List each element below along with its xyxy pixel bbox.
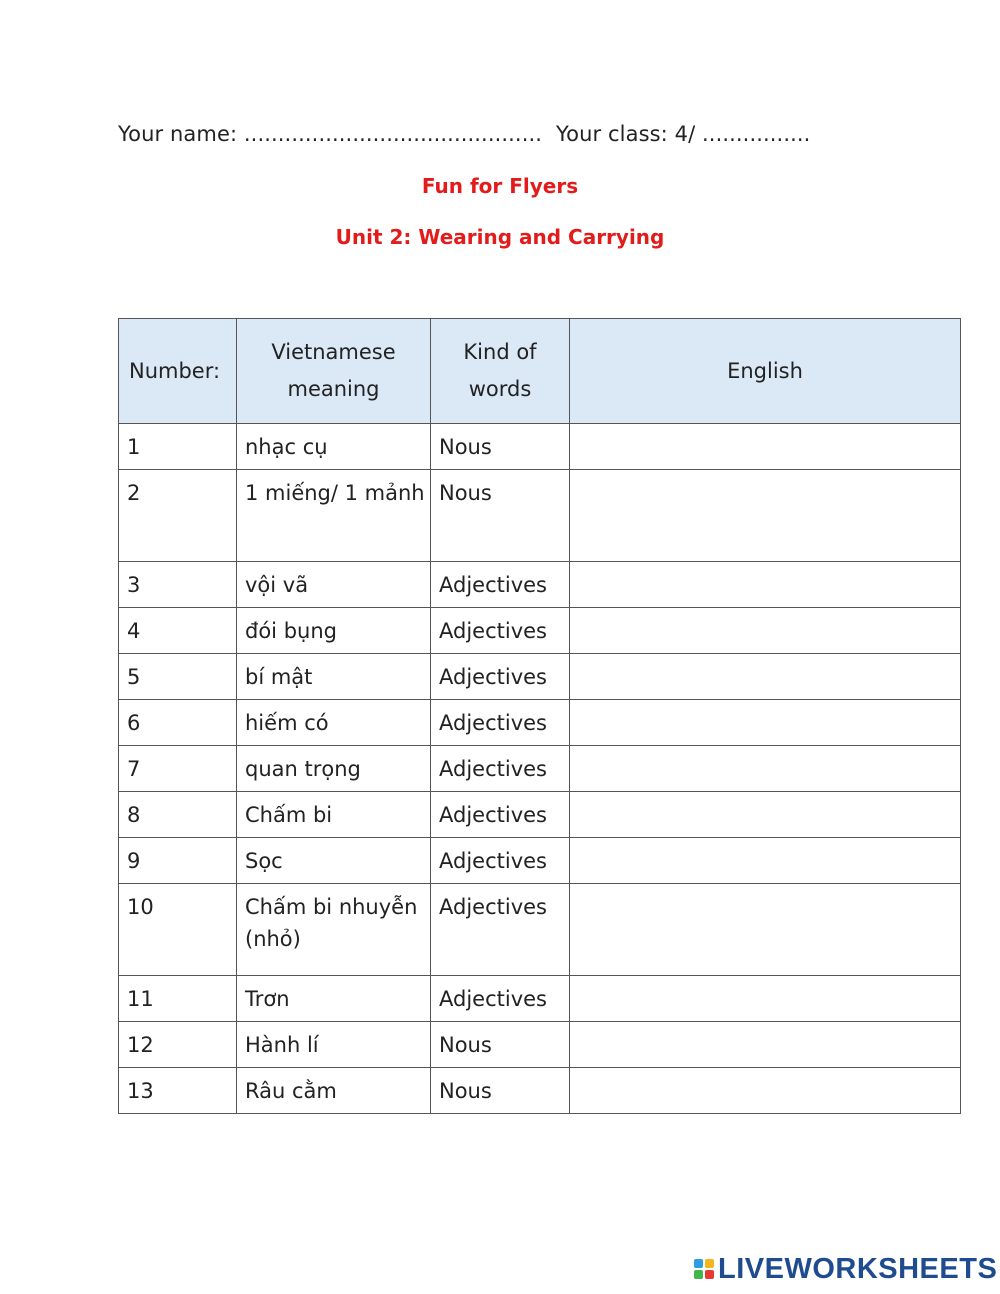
row-number: 10 bbox=[119, 884, 237, 976]
row-number: 5 bbox=[119, 654, 237, 700]
english-answer-cell[interactable] bbox=[570, 838, 961, 884]
row-number: 8 bbox=[119, 792, 237, 838]
row-number: 6 bbox=[119, 700, 237, 746]
table-row bbox=[119, 608, 961, 654]
student-info-line bbox=[118, 122, 810, 146]
row-number: 12 bbox=[119, 1022, 237, 1068]
table-row bbox=[119, 424, 961, 470]
english-answer-cell[interactable] bbox=[570, 424, 961, 470]
row-number: 11 bbox=[119, 976, 237, 1022]
vocabulary-table bbox=[118, 318, 961, 1114]
row-meaning: Râu cằm bbox=[237, 1068, 431, 1114]
row-kind: Nous bbox=[431, 424, 570, 470]
english-answer-cell[interactable] bbox=[570, 1022, 961, 1068]
row-kind: Adjectives bbox=[431, 746, 570, 792]
row-kind: Adjectives bbox=[431, 792, 570, 838]
table-row bbox=[119, 700, 961, 746]
english-answer-cell[interactable] bbox=[570, 470, 961, 562]
english-answer-cell[interactable] bbox=[570, 746, 961, 792]
english-answer-cell[interactable] bbox=[570, 976, 961, 1022]
row-number: 13 bbox=[119, 1068, 237, 1114]
logo-text: LIVEWORKSHEETS bbox=[718, 1252, 998, 1285]
row-meaning: vội vã bbox=[237, 562, 431, 608]
row-kind: Adjectives bbox=[431, 838, 570, 884]
table-row bbox=[119, 654, 961, 700]
liveworksheets-logo-icon bbox=[694, 1259, 714, 1279]
row-meaning: hiếm có bbox=[237, 700, 431, 746]
liveworksheets-logo[interactable] bbox=[694, 1254, 997, 1284]
row-meaning: Trơn bbox=[237, 976, 431, 1022]
row-kind: Nous bbox=[431, 1068, 570, 1114]
english-answer-cell[interactable] bbox=[570, 608, 961, 654]
row-kind: Adjectives bbox=[431, 976, 570, 1022]
english-answer-cell[interactable] bbox=[570, 700, 961, 746]
row-number: 1 bbox=[119, 424, 237, 470]
row-meaning: quan trọng bbox=[237, 746, 431, 792]
row-kind: Adjectives bbox=[431, 562, 570, 608]
table-row bbox=[119, 470, 961, 562]
row-number: 2 bbox=[119, 470, 237, 562]
row-meaning: Hành lí bbox=[237, 1022, 431, 1068]
row-kind: Adjectives bbox=[431, 608, 570, 654]
row-number: 7 bbox=[119, 746, 237, 792]
your-name-field[interactable]: Your name: ............................................ bbox=[118, 122, 543, 146]
row-number: 9 bbox=[119, 838, 237, 884]
row-number: 3 bbox=[119, 562, 237, 608]
row-meaning: Chấm bi nhuyễn (nhỏ) bbox=[237, 884, 431, 976]
unit-title: Unit 2: Wearing and Carrying bbox=[335, 225, 665, 249]
row-meaning: 1 miếng/ 1 mảnh bbox=[237, 470, 431, 562]
row-kind: Adjectives bbox=[431, 884, 570, 976]
table-row bbox=[119, 792, 961, 838]
english-answer-cell[interactable] bbox=[570, 1068, 961, 1114]
row-kind: Nous bbox=[431, 470, 570, 562]
row-number: 4 bbox=[119, 608, 237, 654]
row-meaning: đói bụng bbox=[237, 608, 431, 654]
english-answer-cell[interactable] bbox=[570, 884, 961, 976]
header-vietnamese-meaning: Vietnamese meaning bbox=[237, 319, 431, 424]
english-answer-cell[interactable] bbox=[570, 792, 961, 838]
row-kind: Adjectives bbox=[431, 700, 570, 746]
table-row bbox=[119, 1068, 961, 1114]
table-row bbox=[119, 884, 961, 976]
header-number: Number: bbox=[119, 319, 237, 424]
row-kind: Adjectives bbox=[431, 654, 570, 700]
your-class-field[interactable]: Your class: 4/ ................ bbox=[556, 122, 811, 146]
row-kind: Nous bbox=[431, 1022, 570, 1068]
table-row bbox=[119, 1022, 961, 1068]
row-meaning: Sọc bbox=[237, 838, 431, 884]
worksheet-title: Fun for Flyers bbox=[421, 174, 579, 198]
table-row bbox=[119, 562, 961, 608]
row-meaning: Chấm bi bbox=[237, 792, 431, 838]
header-english: English bbox=[570, 319, 961, 424]
table-row bbox=[119, 746, 961, 792]
english-answer-cell[interactable] bbox=[570, 562, 961, 608]
row-meaning: bí mật bbox=[237, 654, 431, 700]
english-answer-cell[interactable] bbox=[570, 654, 961, 700]
table-row bbox=[119, 976, 961, 1022]
row-meaning: nhạc cụ bbox=[237, 424, 431, 470]
table-row bbox=[119, 838, 961, 884]
header-kind-of-words: Kind of words bbox=[431, 319, 570, 424]
table-header-row bbox=[119, 319, 961, 424]
